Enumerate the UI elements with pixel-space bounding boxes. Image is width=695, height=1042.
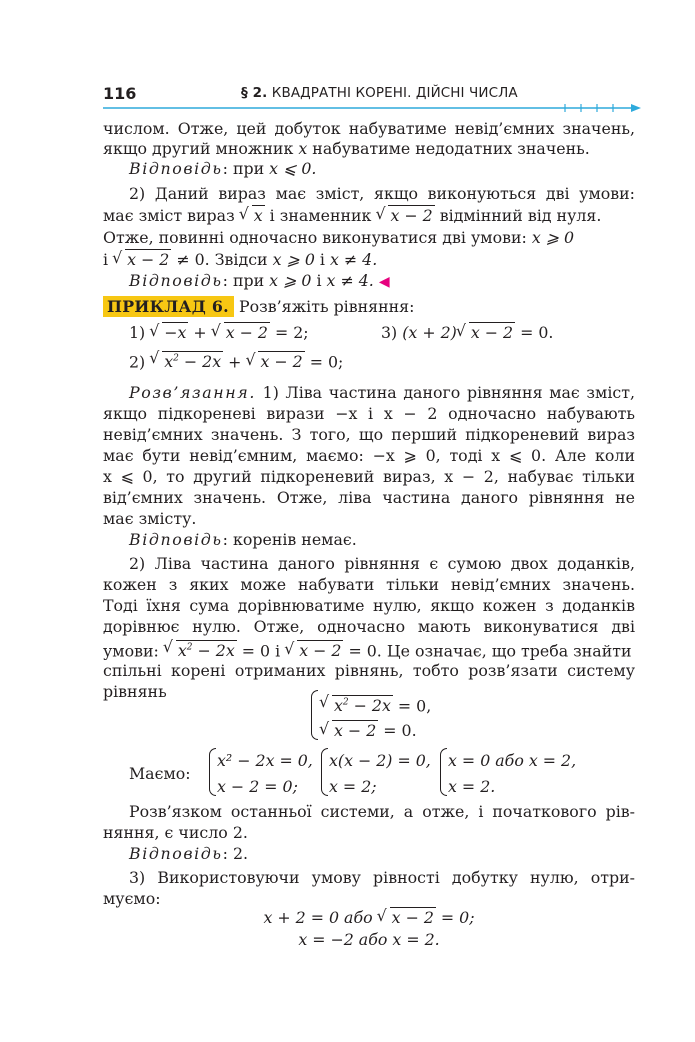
- section-title-text: КВАДРАТНІ КОРЕНІ. ДІЙСНІ ЧИСЛА: [271, 85, 518, 101]
- exponent: 2: [173, 354, 179, 364]
- text-line: [103, 638, 635, 661]
- math-var: x: [334, 696, 343, 716]
- sqrt-expr: [459, 322, 515, 343]
- text-span: і: [103, 250, 114, 269]
- radicand: [162, 351, 223, 371]
- equation-3: [381, 322, 631, 343]
- math-expr: x ⩾ 0: [531, 228, 575, 247]
- radicand: x − 2: [334, 721, 377, 740]
- equation-2: 2) √ $x^2 - 2x$ + √ x − 2 = 0;: [103, 349, 635, 372]
- text-span: : при: [222, 271, 270, 290]
- text-span: = 0. Це означає, що треба знайти: [343, 641, 632, 661]
- section-symbol: § 2.: [241, 85, 268, 101]
- answer-label: Відповідь: [129, 271, 223, 290]
- math-expr: x ≠ 4.: [329, 250, 378, 269]
- text-span: набуватиме недодатних значень.: [307, 139, 590, 158]
- text-line: числом. Отже, цей добуток набуватиме невід’ємних значень,: [103, 119, 635, 138]
- have-label: Маємо:: [129, 764, 191, 783]
- text-span: якщо другий множник: [103, 139, 299, 158]
- section-title: [241, 85, 518, 101]
- math-expr: − 2x: [192, 641, 235, 661]
- text-span: Отже, повинні одночасно виконуватися дві умови:: [103, 228, 532, 247]
- text-line: [103, 382, 635, 403]
- math-expr: x ⩽ 0.: [269, 159, 317, 178]
- system-brace: [321, 748, 328, 796]
- system-brace: [440, 748, 447, 796]
- system-2-eq-1: x² − 2x = 0,: [217, 751, 313, 770]
- text-line: [103, 227, 635, 248]
- answer-line: [103, 843, 635, 864]
- radicand: x − 2: [390, 206, 433, 225]
- radicand: x − 2: [470, 323, 514, 342]
- text-line: [103, 205, 635, 226]
- text-span: = 2;: [269, 323, 309, 342]
- sqrt-expr: [242, 205, 265, 226]
- radicand: x − 2: [225, 323, 268, 342]
- sqrt-expr: [322, 720, 378, 741]
- text-line: 2) Ліва частина даного рівняння є сумою двох доданків,: [129, 554, 635, 573]
- math-expr: x ≠ 4.: [326, 271, 374, 290]
- text-line: спільні корені отриманих рівнянь, тобто розв’язати систему: [103, 661, 635, 680]
- radicand: −x: [164, 323, 187, 342]
- text-line: від’ємних значень. Отже, ліва частина даного рівняння не: [103, 488, 635, 507]
- text-span: : 2.: [222, 844, 249, 863]
- sqrt-expr: [152, 322, 188, 343]
- answer-label: Відповідь: [129, 530, 223, 549]
- page-number: 116: [103, 84, 137, 103]
- text-line: [103, 249, 635, 270]
- text-line: невід’ємних значень. З того, що перший підкореневий вираз: [103, 425, 635, 444]
- text-span: умови:: [103, 641, 164, 661]
- text-span: : при: [222, 159, 270, 178]
- sqrt-expr: [115, 249, 171, 270]
- eq-number: 1): [129, 323, 146, 342]
- text-line: дорівнює нулю. Отже, одночасно мають виконуватися дві: [103, 617, 635, 636]
- text-line: Розв’язком останньої системи, а отже, і початкового рів-: [129, 802, 635, 821]
- text-span: = 0;: [304, 352, 344, 372]
- exponent: 2: [342, 698, 349, 708]
- system-eq-1: [320, 693, 520, 716]
- sqrt-expr: [214, 322, 270, 343]
- text-line: кожен з яких може набувати тільки невід’ємних значень.: [103, 575, 635, 594]
- answer-line: [103, 529, 635, 550]
- math-expr: = 0;: [435, 908, 475, 927]
- example-task: Розв’яжіть рівняння:: [233, 297, 415, 316]
- text-span: = 0.: [378, 721, 417, 740]
- answer-line: [103, 158, 635, 179]
- text-line: муємо:: [103, 889, 161, 908]
- eq-number: 3): [381, 323, 398, 342]
- sqrt-expr: [322, 693, 393, 716]
- text-line: має змісту.: [103, 509, 197, 528]
- answer-line: [103, 270, 635, 293]
- eq-number: 2): [129, 352, 146, 372]
- system-4-eq-1: x = 0 або x = 2,: [448, 751, 577, 770]
- text-line: [103, 138, 635, 159]
- radicand: x − 2: [391, 908, 434, 927]
- radicand: x − 2: [299, 641, 342, 661]
- sqrt-expr: [248, 351, 304, 372]
- centered-equation: [103, 907, 635, 928]
- math-var: x: [164, 352, 174, 372]
- system-brace: [311, 690, 318, 740]
- centered-equation: x = −2 або x = 2.: [298, 930, 440, 949]
- example-badge: ПРИКЛАД 6.: [103, 296, 234, 317]
- math-expr: − 2x: [348, 696, 391, 716]
- text-span: = 0 і: [236, 641, 286, 661]
- text-line: рівнянь: [103, 682, 167, 701]
- math-var: x: [298, 139, 308, 158]
- sqrt-expr: [166, 638, 237, 661]
- solution-label: Розв’язання.: [129, 383, 256, 402]
- system-2-eq-2: x − 2 = 0;: [217, 777, 298, 796]
- system-eq-2: [320, 720, 520, 741]
- radicand: [332, 695, 393, 715]
- sqrt-expr: [380, 907, 436, 928]
- system-brace: [209, 748, 216, 796]
- sqrt-expr: [152, 349, 223, 372]
- text-line: 2) Даний вираз має зміст, якщо виконуються дві умови:: [129, 184, 635, 203]
- header-arrow-rule: [103, 104, 643, 112]
- text-span: = 0.: [515, 323, 554, 342]
- end-of-solution-marker-icon: ◀: [378, 274, 390, 290]
- math-expr: x ⩾ 0: [269, 271, 312, 290]
- math-expr: (x + 2): [402, 323, 457, 342]
- text-span: відмінний від нуля.: [434, 206, 602, 225]
- math-expr: x ⩾ 0: [272, 250, 315, 269]
- text-line: 3) Використовуючи умову рівності добутку нулю, отри-: [129, 868, 635, 887]
- exponent: 2: [186, 643, 193, 653]
- page-header: [103, 84, 643, 106]
- sqrt-expr: [378, 205, 434, 226]
- sqrt-expr: [287, 640, 343, 661]
- radicand: x − 2: [260, 352, 303, 372]
- system-4-eq-2: x = 2.: [448, 777, 496, 796]
- text-span: має зміст вираз: [103, 206, 240, 225]
- system-3-eq-1: x(x − 2) = 0,: [329, 751, 431, 770]
- answer-label: Відповідь: [129, 159, 223, 178]
- text-line: x ⩽ 0, то другий підкореневий вираз, x − 2, набуває тільки: [103, 467, 635, 486]
- radicand: [176, 640, 237, 660]
- text-line: няння, є число 2.: [103, 823, 248, 842]
- math-expr: x + 2 = 0 або: [263, 908, 378, 927]
- text-span: і: [311, 271, 327, 290]
- answer-label: Відповідь: [129, 844, 223, 863]
- example-heading: [103, 296, 635, 317]
- system-3-eq-2: x = 2;: [329, 777, 377, 796]
- equation-1: 1) √ −x + √ x − 2 = 2;: [103, 322, 635, 343]
- text-line: Тоді їхня сума дорівнюватиме нулю, якщо кожен з доданків: [103, 596, 635, 615]
- text-span: і знаменник: [264, 206, 377, 225]
- text-line: якщо підкореневі вирази −x і x − 2 одночасно набувають: [103, 404, 635, 423]
- radicand: x − 2: [127, 250, 170, 269]
- text-span: : коренів немає.: [222, 530, 357, 549]
- math-var: x: [177, 641, 187, 661]
- text-span: 1) Ліва частина даного рівняння має зміст,: [255, 383, 635, 402]
- math-expr: − 2x: [178, 352, 222, 372]
- text-span: і: [314, 250, 330, 269]
- radicand: x: [253, 206, 263, 225]
- text-span: ≠ 0. Звідси: [171, 250, 273, 269]
- text-line: має бути невід’ємним, маємо: −x ⩾ 0, тоді x ⩽ 0. Але коли: [103, 446, 635, 465]
- text-span: = 0,: [392, 696, 432, 716]
